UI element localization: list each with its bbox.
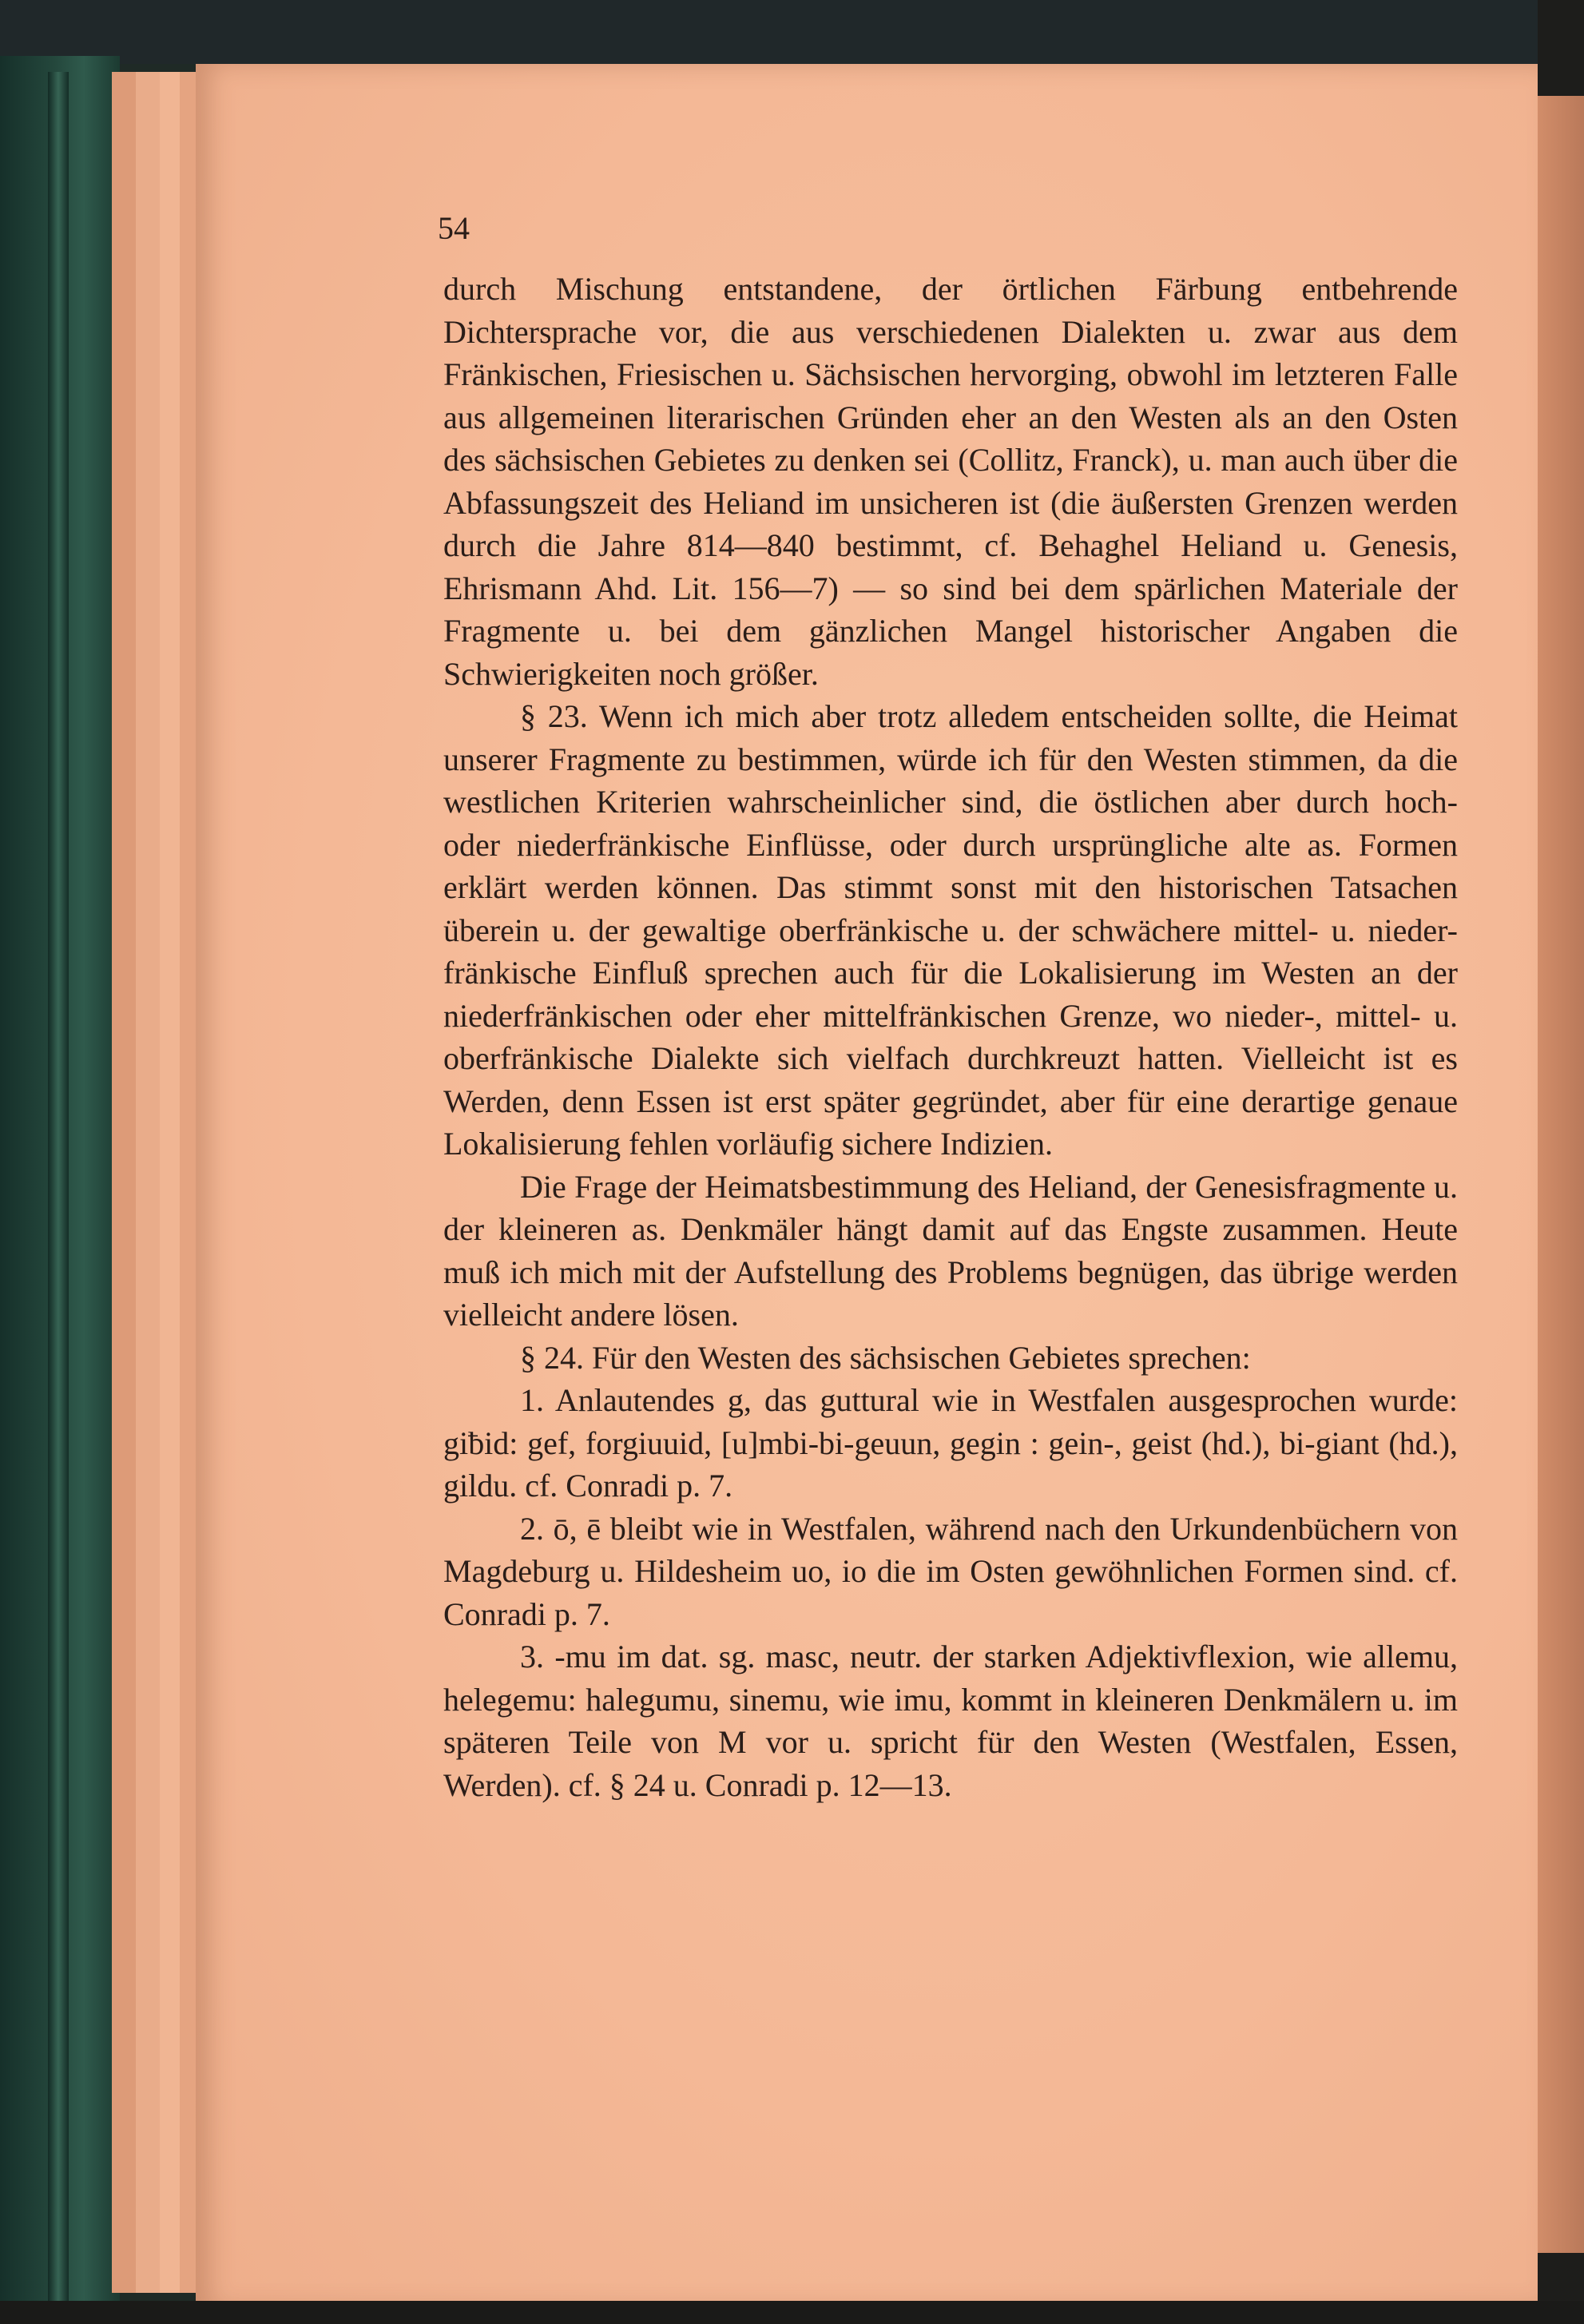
paragraph-section-23: § 23. Wenn ich mich aber trotz alledem entscheiden sollte, die Heimat unserer Fragmente zu bestimmen, würde ich für den Westen stimmen, da die westlichen Kriterien wahrscheinlicher sind, die östlichen aber durch hoch- oder niederfränkische Einflüsse, oder durch ursprüngliche alte as. Formen erklärt werden können. Das stimmt sonst mit den historischen Tatsachen überein u. der gewaltige oberfränkische u. der schwächere mittel- u. nieder-fränkische Einfluß sprechen auch für die Lokalisierung im Westen an der niederfränkischen oder eher mittelfränkischen Grenze, wo nieder-, mittel- u. oberfränkische Dialekte sich vielfach durchkreuzt hatten. Vielleicht ist es Werden, denn Essen ist erst später gegründet, aber für eine derartige genaue Lokalisierung fehlen vorläufig sichere Indizien.: [443, 698, 1458, 1162]
list-item-2: 2. ō, ē bleibt wie in Westfalen, während nach den Urkundenbüchern von Magdeburg u. Hildesheim uo, io die im Osten gewöhnlichen Formen sind. cf. Conradi p. 7.: [443, 1510, 1458, 1632]
list-item-3: 3. -mu im dat. sg. masc, neutr. der starken Adjektivflexion, wie allemu, helegemu: halegumu, sinemu, wie imu, kommt in kleineren Denkmälern u. im späteren Teile von M vor u. spricht für den Westen (Westfalen, Essen, Werden). cf. § 24 u. Conradi p. 12—13.: [443, 1639, 1458, 1803]
list-item-1: 1. Anlautendes g, das guttural wie in Westfalen ausgesprochen wurde: giƀid: gef, forgiuuid, [u]mbi-bi-geuun, gegin : gein-, geist (hd.), bi-giant (hd.), gildu. cf. Conradi p. 7.: [443, 1382, 1458, 1504]
paragraph: durch Mischung entstandene, der örtlichen Färbung entbehrende Dichtersprache vor, die aus verschiedenen Dialekten u. zwar aus dem Fränkischen, Friesischen u. Sächsischen hervorging, obwohl im letzteren Falle aus allgemeinen literarischen Gründen eher an den Westen als an den Osten des sächsischen Gebietes zu denken sei (Collitz, Franck), u. man auch über die Abfassungszeit des Heliand im unsicheren ist (die äußersten Grenzen werden durch die Jahre 814—840 bestimmt, cf. Behaghel Heliand u. Genesis, Ehrismann Ahd. Lit. 156—7) — so sind bei dem spärlichen Materiale der Fragmente u. bei dem gänzlichen Mangel historischer Angaben die Schwierigkeiten noch größer.: [443, 271, 1458, 692]
page-number: 54: [438, 210, 470, 246]
paragraph: Die Frage der Heimatsbestimmung des Heliand, der Genesisfragmente u. der kleineren as. Denkmäler hängt damit auf das Engste zusammen. Heute muß ich mich mit der Aufstellung des Problems begnügen, das übrige werden vielleicht andere lösen.: [443, 1168, 1458, 1333]
book-spine: [48, 72, 69, 2317]
paragraph-section-24: § 24. Für den Westen des sächsischen Gebietes sprechen:: [520, 1339, 1251, 1376]
next-page-edge: [1534, 96, 1584, 2253]
scan-background-bottom: [0, 2301, 1584, 2324]
page-body: [443, 204, 1458, 1806]
scan-background-top: [0, 0, 1584, 64]
